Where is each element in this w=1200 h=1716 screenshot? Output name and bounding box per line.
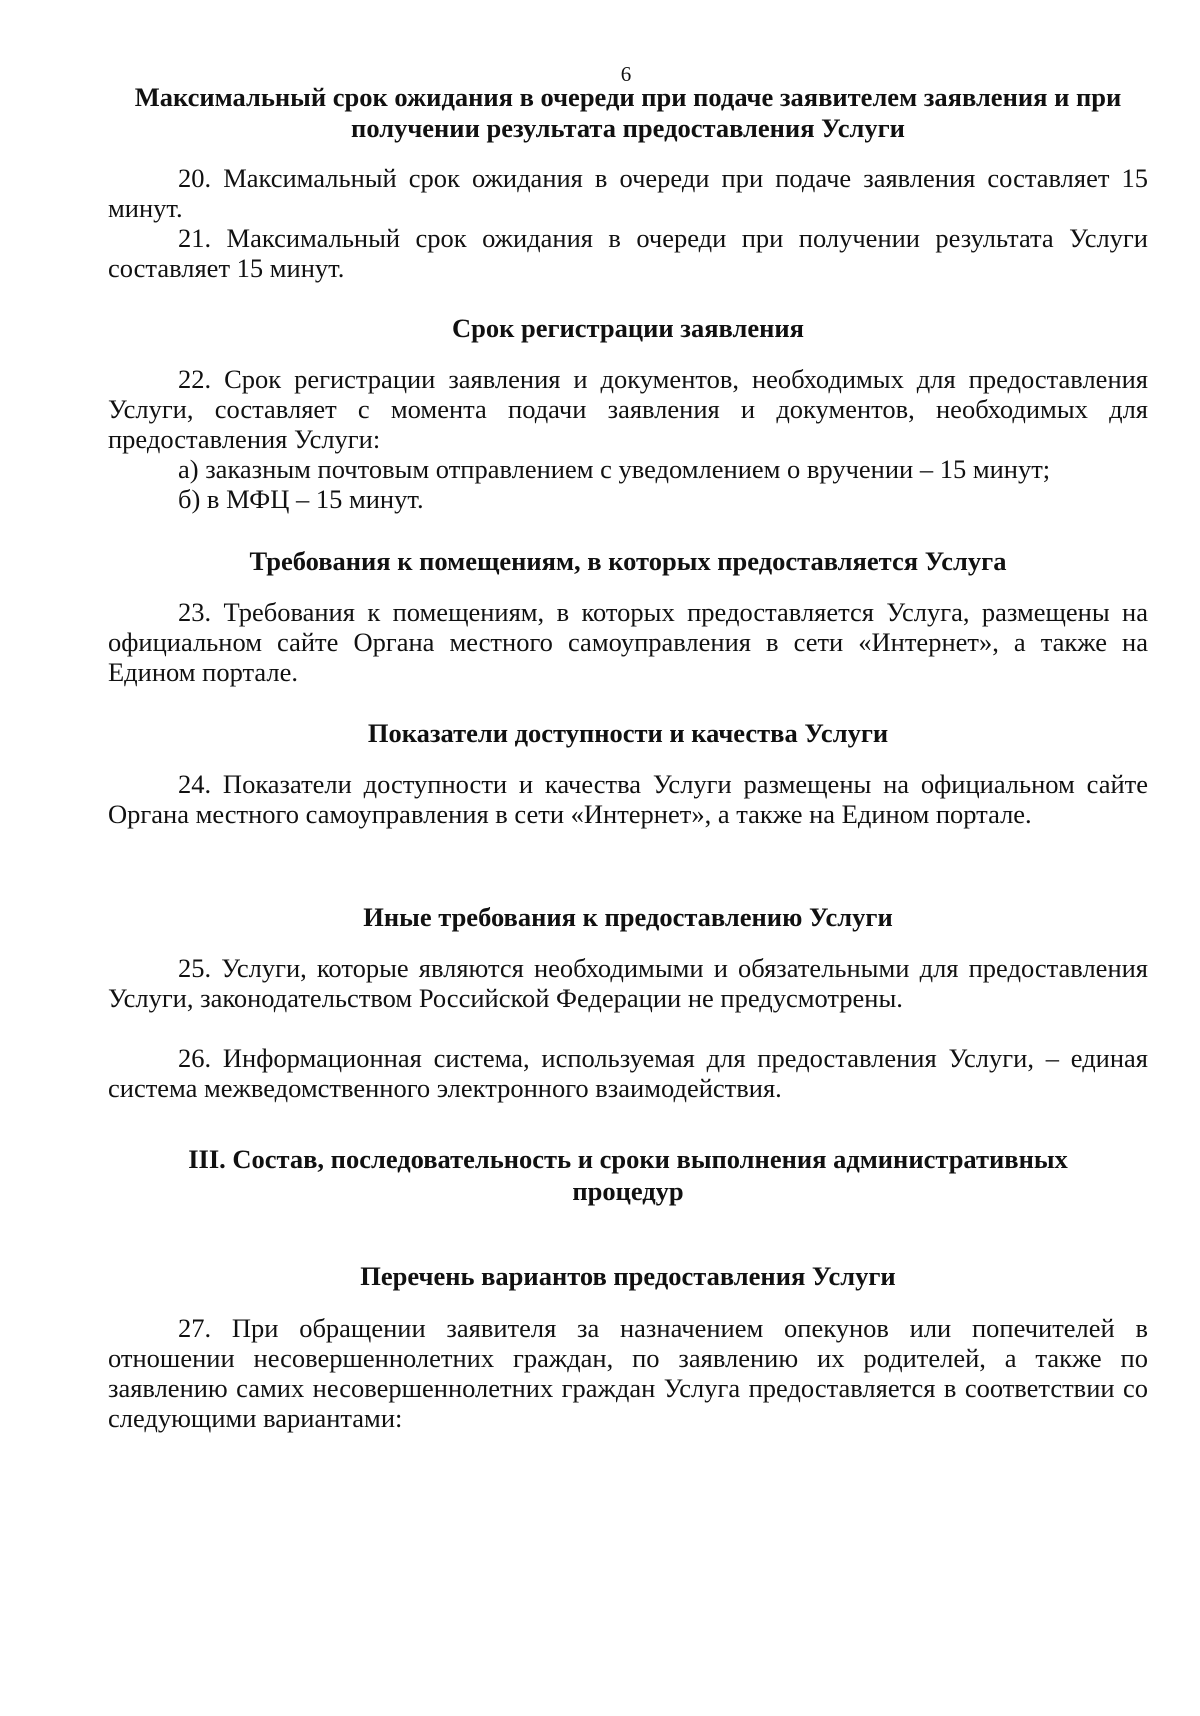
heading-registration-time: Срок регистрации заявления: [451, 313, 805, 343]
paragraph-22: [108, 364, 1148, 514]
heading-other-requirements: Иные требования к предоставлению Услуги: [363, 902, 893, 932]
paragraph-22-item-a: а) заказным почтовым отправлением с уведомлением о вручении – 15 минут;: [178, 454, 1051, 484]
paragraph-20: [108, 163, 1148, 223]
paragraph-24: [108, 769, 1148, 829]
heading-section-3-line2: процедур: [572, 1176, 684, 1206]
paragraph-27: [108, 1313, 1148, 1433]
heading-queue-time: Максимальный срок ожидания в очереди при подаче заявителем заявления и при получении результата предоставления Услуги: [134, 82, 1122, 143]
paragraph-23: [108, 597, 1148, 687]
paragraph-21: [108, 223, 1148, 283]
paragraph-25: [108, 953, 1148, 1013]
paragraph-22-item-b: б) в МФЦ – 15 минут.: [178, 484, 424, 514]
paragraph-27-text: 27. При обращении заявителя за назначением опекунов или попечителей в отношении несовершеннолетних граждан, по заявлению их родителей, а также по заявлению самих несовершеннолетних граждан Услуга предоставляется в соответствии со следующими вариантами:: [108, 1313, 1148, 1433]
paragraph-21-text: 21. Максимальный срок ожидания в очереди при получении результата Услуги составляет 15 минут.: [108, 223, 1148, 283]
paragraph-25-text: 25. Услуги, которые являются необходимыми и обязательными для предоставления Услуги, законодательством Российской Федерации не предусмотрены.: [108, 953, 1148, 1013]
heading-premises: Требования к помещениям, в которых предоставляется Услуга: [249, 546, 1007, 576]
heading-quality: Показатели доступности и качества Услуги: [367, 718, 889, 748]
heading-variants: Перечень вариантов предоставления Услуги: [360, 1261, 896, 1291]
heading-section-3: [108, 1143, 1148, 1207]
paragraph-23-text: 23. Требования к помещениям, в которых предоставляется Услуга, размещены на официальном сайте Органа местного самоуправления в сети «Интернет», а также на Едином портале.: [108, 597, 1148, 687]
heading-section-3-line1: III. Состав, последовательность и сроки выполнения административных: [188, 1144, 1068, 1174]
paragraph-26: [108, 1043, 1148, 1103]
paragraph-20-text: 20. Максимальный срок ожидания в очереди при подаче заявления составляет 15 минут.: [108, 163, 1148, 223]
page-number: 6: [620, 62, 632, 86]
paragraph-24-text: 24. Показатели доступности и качества Услуги размещены на официальном сайте Органа местного самоуправления в сети «Интернет», а также на Едином портале.: [108, 769, 1148, 829]
paragraph-22-text: 22. Срок регистрации заявления и документов, необходимых для предоставления Услуги, составляет с момента подачи заявления и документов, необходимых для предоставления Услуги:: [108, 364, 1148, 454]
paragraph-26-text: 26. Информационная система, используемая для предоставления Услуги, – единая система межведомственного электронного взаимодействия.: [108, 1043, 1148, 1103]
